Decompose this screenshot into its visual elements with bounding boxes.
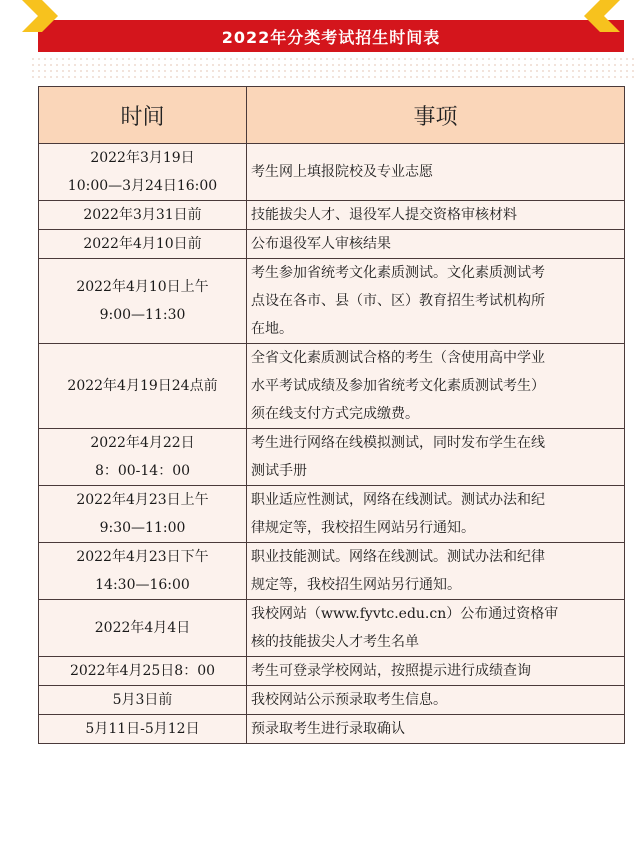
time-cell-line: 2022年4月23日上午 [76,492,209,508]
time-cell-line: 5月11日-5月12日 [85,721,200,737]
schedule-table [38,86,625,744]
chevron-left-icon [578,0,624,32]
item-cell-line: 职业适应性测试，网络在线测试。测试办法和纪 [251,492,545,508]
time-cell [39,144,247,201]
table-row [39,686,625,715]
time-cell [39,201,247,230]
item-cell [247,657,625,686]
item-cell-line: 核的技能拔尖人才考生名单 [251,634,419,650]
item-cell-line: 测试手册 [251,463,307,479]
item-cell-line: 我校网站（www.fyvtc.edu.cn）公布通过资格审 [251,606,559,622]
header-item: 事项 [247,87,625,144]
time-cell [39,344,247,429]
table-row [39,259,625,344]
table-row [39,344,625,429]
item-cell-line: 全省文化素质测试合格的考生（含使用高中学业 [251,350,545,366]
item-cell [247,259,625,344]
item-cell [247,144,625,201]
item-cell-line: 考生可登录学校网站，按照提示进行成绩查询 [251,663,531,679]
time-cell-line: 8：00-14：00 [94,463,191,479]
item-cell-line: 我校网站公示预录取考生信息。 [251,692,447,708]
table-row [39,230,625,259]
table-header-row [39,87,625,144]
item-cell [247,344,625,429]
time-cell [39,686,247,715]
item-cell [247,230,625,259]
time-cell-line: 9:30—11:00 [99,520,186,536]
table-body [39,144,625,744]
time-cell [39,715,247,744]
item-cell [247,715,625,744]
banner-title: 2022年分类考试招生时间表 [221,27,441,47]
item-cell-line: 律规定等，我校招生网站另行通知。 [251,520,475,536]
time-cell [39,230,247,259]
table-row [39,144,625,201]
item-cell-line: 须在线支付方式完成缴费。 [251,406,419,422]
time-cell-line: 2022年4月4日 [94,620,191,636]
table-row [39,543,625,600]
time-cell-line: 2022年4月23日下午 [76,549,209,565]
time-cell-line: 5月3日前 [112,692,173,708]
item-cell-line: 职业技能测试。网络在线测试。测试办法和纪律 [251,549,545,565]
header-time: 时间 [39,87,247,144]
time-cell-line: 2022年3月19日 [90,150,195,166]
time-cell [39,543,247,600]
time-cell-line: 2022年4月10日上午 [76,279,209,295]
time-cell-line: 2022年4月10日前 [83,236,202,252]
time-cell-line: 2022年3月31日前 [83,207,202,223]
dotted-pattern [30,56,636,82]
item-cell-line: 考生网上填报院校及专业志愿 [251,164,433,180]
table-row [39,657,625,686]
table-row [39,486,625,543]
time-cell [39,429,247,486]
item-cell [247,686,625,715]
time-cell-line: 10:00—3月24日16:00 [67,178,218,194]
time-cell [39,486,247,543]
time-cell-line: 9:00—11:30 [99,307,186,323]
table-row [39,429,625,486]
table-row [39,600,625,657]
item-cell [247,201,625,230]
item-cell-line: 点设在各市、县（市、区）教育招生考试机构所 [251,293,545,309]
table-row [39,201,625,230]
time-cell [39,657,247,686]
time-cell-line: 2022年4月22日 [90,435,195,451]
item-cell-line: 规定等，我校招生网站另行通知。 [251,577,461,593]
time-cell-line: 2022年4月19日24点前 [67,378,218,394]
item-cell-line: 技能拔尖人才、退役军人提交资格审核材料 [251,207,517,223]
item-cell-line: 在地。 [251,321,293,337]
time-cell [39,259,247,344]
item-cell [247,429,625,486]
item-cell [247,600,625,657]
chevron-right-icon [18,0,64,32]
item-cell [247,543,625,600]
item-cell-line: 考生进行网络在线模拟测试，同时发布学生在线 [251,435,545,451]
time-cell-line: 14:30—16:00 [95,577,190,593]
table-row [39,715,625,744]
item-cell-line: 水平考试成绩及参加省统考文化素质测试考生） [251,378,545,394]
item-cell [247,486,625,543]
title-banner [38,20,624,52]
item-cell-line: 公布退役军人审核结果 [251,236,391,252]
time-cell-line: 2022年4月25日8：00 [69,663,216,679]
item-cell-line: 预录取考生进行录取确认 [251,721,405,737]
time-cell [39,600,247,657]
item-cell-line: 考生参加省统考文化素质测试。文化素质测试考 [251,265,545,281]
